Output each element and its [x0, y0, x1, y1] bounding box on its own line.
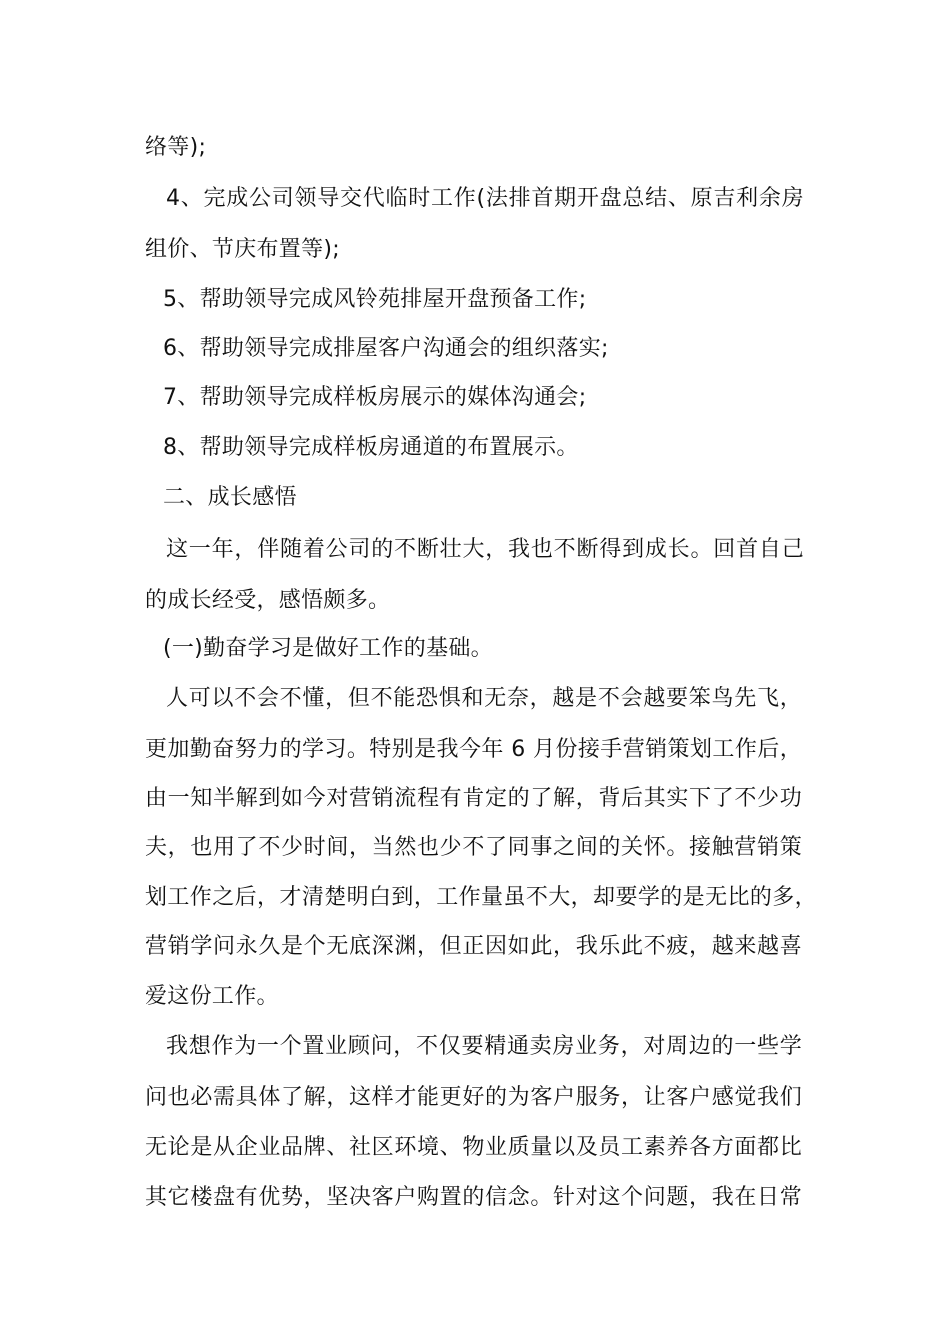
text-line: 爱这份工作。 — [145, 984, 279, 1009]
list-item: 7、帮助领导完成样板房展示的媒体沟通会; — [163, 385, 587, 410]
section-heading: 二、成长感悟 — [163, 485, 297, 510]
text-line: 由一知半解到如今对营销流程有肯定的了解，背后其实下了不少功 — [145, 786, 802, 811]
list-item: 6、帮助领导完成排屋客户沟通会的组织落实; — [163, 336, 609, 361]
list-item: 5、帮助领导完成风铃苑排屋开盘预备工作; — [163, 287, 587, 312]
text-line: 更加勤奋努力的学习。特别是我今年 6 月份接手营销策划工作后， — [145, 737, 802, 762]
text-line: 组价、节庆布置等); — [145, 237, 340, 262]
text-line: 问也必需具体了解，这样才能更好的为客户服务，让客户感觉我们 — [145, 1085, 802, 1110]
text-line: 营销学问永久是个无底深渊，但正因如此，我乐此不疲，越来越喜 — [145, 934, 802, 959]
text-line: 人可以不会不懂，但不能恐惧和无奈，越是不会越要笨鸟先飞， — [166, 686, 802, 711]
subsection-heading: (一)勤奋学习是做好工作的基础。 — [163, 636, 493, 661]
text-line: 络等); — [145, 135, 207, 160]
text-line: 我想作为一个置业顾问，不仅要精通卖房业务，对周边的一些学 — [166, 1034, 802, 1059]
text-line: 无论是从企业品牌、社区环境、物业质量以及员工素养各方面都比 — [145, 1135, 802, 1160]
text-line: 夫，也用了不少时间，当然也少不了同事之间的关怀。接触营销策 — [145, 835, 802, 860]
text-line: 划工作之后，才清楚明白到，工作量虽不大，却要学的是无比的多， — [145, 885, 817, 910]
text-line: 的成长经受，感悟颇多。 — [145, 588, 391, 613]
text-line: 其它楼盘有优势，坚决客户购置的信念。针对这个问题，我在日常 — [145, 1185, 802, 1210]
list-item: 8、帮助领导完成样板房通道的布置展示。 — [163, 435, 579, 460]
text-line: 这一年，伴随着公司的不断壮大，我也不断得到成长。回首自己 — [166, 537, 804, 562]
text-line: 4、完成公司领导交代临时工作(法排首期开盘总结、原吉利余房 — [166, 186, 804, 211]
